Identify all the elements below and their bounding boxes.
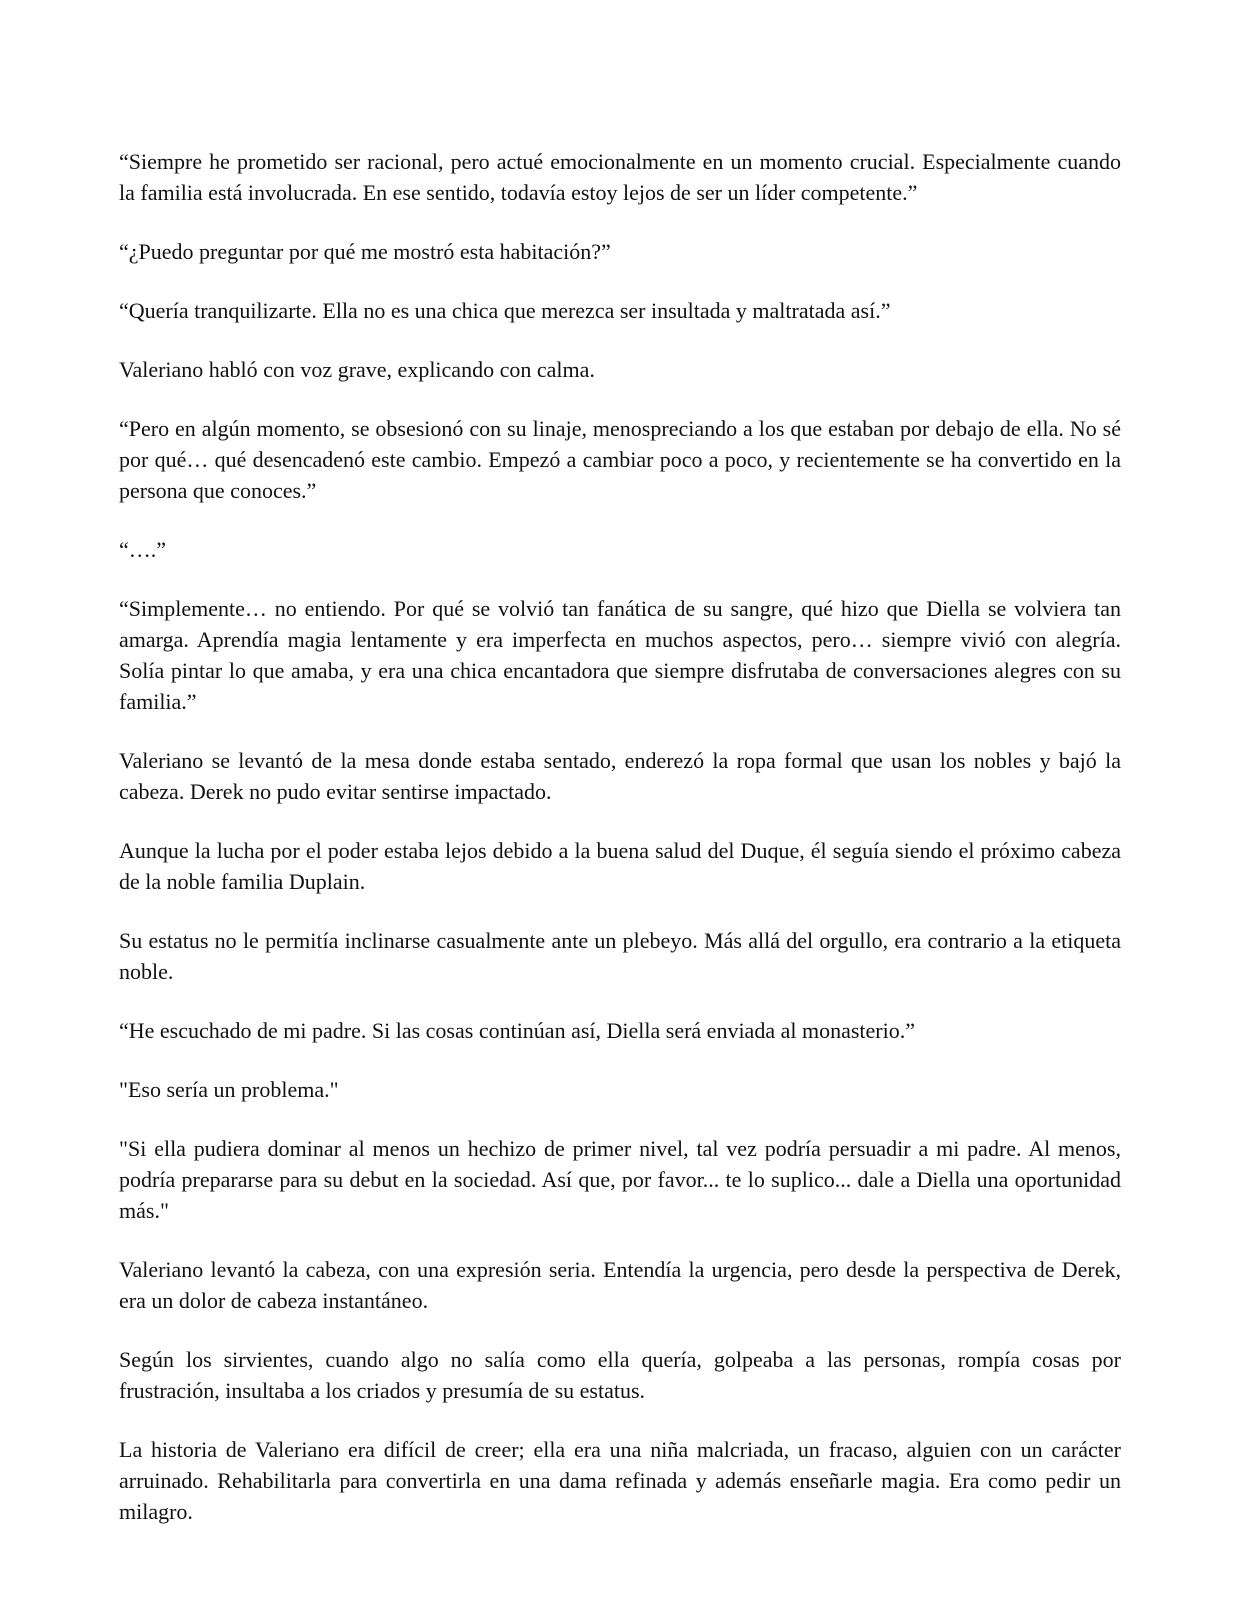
paragraph-6: “….” (119, 537, 167, 562)
paragraph-11: “He escuchado de mi padre. Si las cosas continúan así, Diella será enviada al monasterio.” (119, 1018, 915, 1043)
paragraph-7: “Simplemente… no entiendo. Por qué se volvió tan fanática de su sangre, qué hizo que Diella se volviera tan amarga. Aprendía magia lentamente y era imperfecta en muchos aspectos, pero… siempre vivió con alegría. Solía pintar lo que amaba, y era una chica encantadora que siempre disfrutaba de conversaciones alegres con su familia.” (119, 596, 1121, 714)
paragraph-10: Su estatus no le permitía inclinarse casualmente ante un plebeyo. Más allá del orgullo, era contrario a la etiqueta noble. (119, 928, 1121, 984)
paragraph-2: “¿Puedo preguntar por qué me mostró esta habitación?” (119, 239, 611, 264)
paragraph-5: “Pero en algún momento, se obsesionó con su linaje, menospreciando a los que estaban por debajo de ella. No sé por qué… qué desencadenó este cambio. Empezó a cambiar poco a poco, y recientemente se ha convertido en la persona que conoces.” (119, 416, 1121, 503)
paragraph-8: Valeriano se levantó de la mesa donde estaba sentado, enderezó la ropa formal que usan los nobles y bajó la cabeza. Derek no pudo evitar sentirse impactado. (119, 748, 1121, 804)
paragraph-13: "Si ella pudiera dominar al menos un hechizo de primer nivel, tal vez podría persuadir a mi padre. Al menos, podría prepararse para su debut en la sociedad. Así que, por favor... te lo suplico... dale a Diella una oportunidad más." (119, 1136, 1121, 1223)
paragraph-14: Valeriano levantó la cabeza, con una expresión seria. Entendía la urgencia, pero desde la perspectiva de Derek, era un dolor de cabeza instantáneo. (119, 1257, 1121, 1313)
paragraph-3: “Quería tranquilizarte. Ella no es una chica que merezca ser insultada y maltratada así.” (119, 298, 891, 323)
paragraph-16: La historia de Valeriano era difícil de creer; ella era una niña malcriada, un fracaso, alguien con un carácter arruinado. Rehabilitarla para convertirla en una dama refinada y además enseñarle magia. Era como pedir un milagro. (119, 1437, 1121, 1524)
paragraph-12: "Eso sería un problema." (119, 1077, 339, 1102)
paragraph-1: “Siempre he prometido ser racional, pero actué emocionalmente en un momento crucial. Especialmente cuando la familia está involucrada. En ese sentido, todavía estoy lejos de ser un líder competente.” (119, 149, 1121, 205)
paragraph-4: Valeriano habló con voz grave, explicando con calma. (119, 357, 595, 382)
document-page (119, 146, 1121, 1555)
paragraph-15: Según los sirvientes, cuando algo no salía como ella quería, golpeaba a las personas, rompía cosas por frustración, insultaba a los criados y presumía de su estatus. (119, 1347, 1121, 1403)
paragraph-9: Aunque la lucha por el poder estaba lejos debido a la buena salud del Duque, él seguía siendo el próximo cabeza de la noble familia Duplain. (119, 838, 1121, 894)
